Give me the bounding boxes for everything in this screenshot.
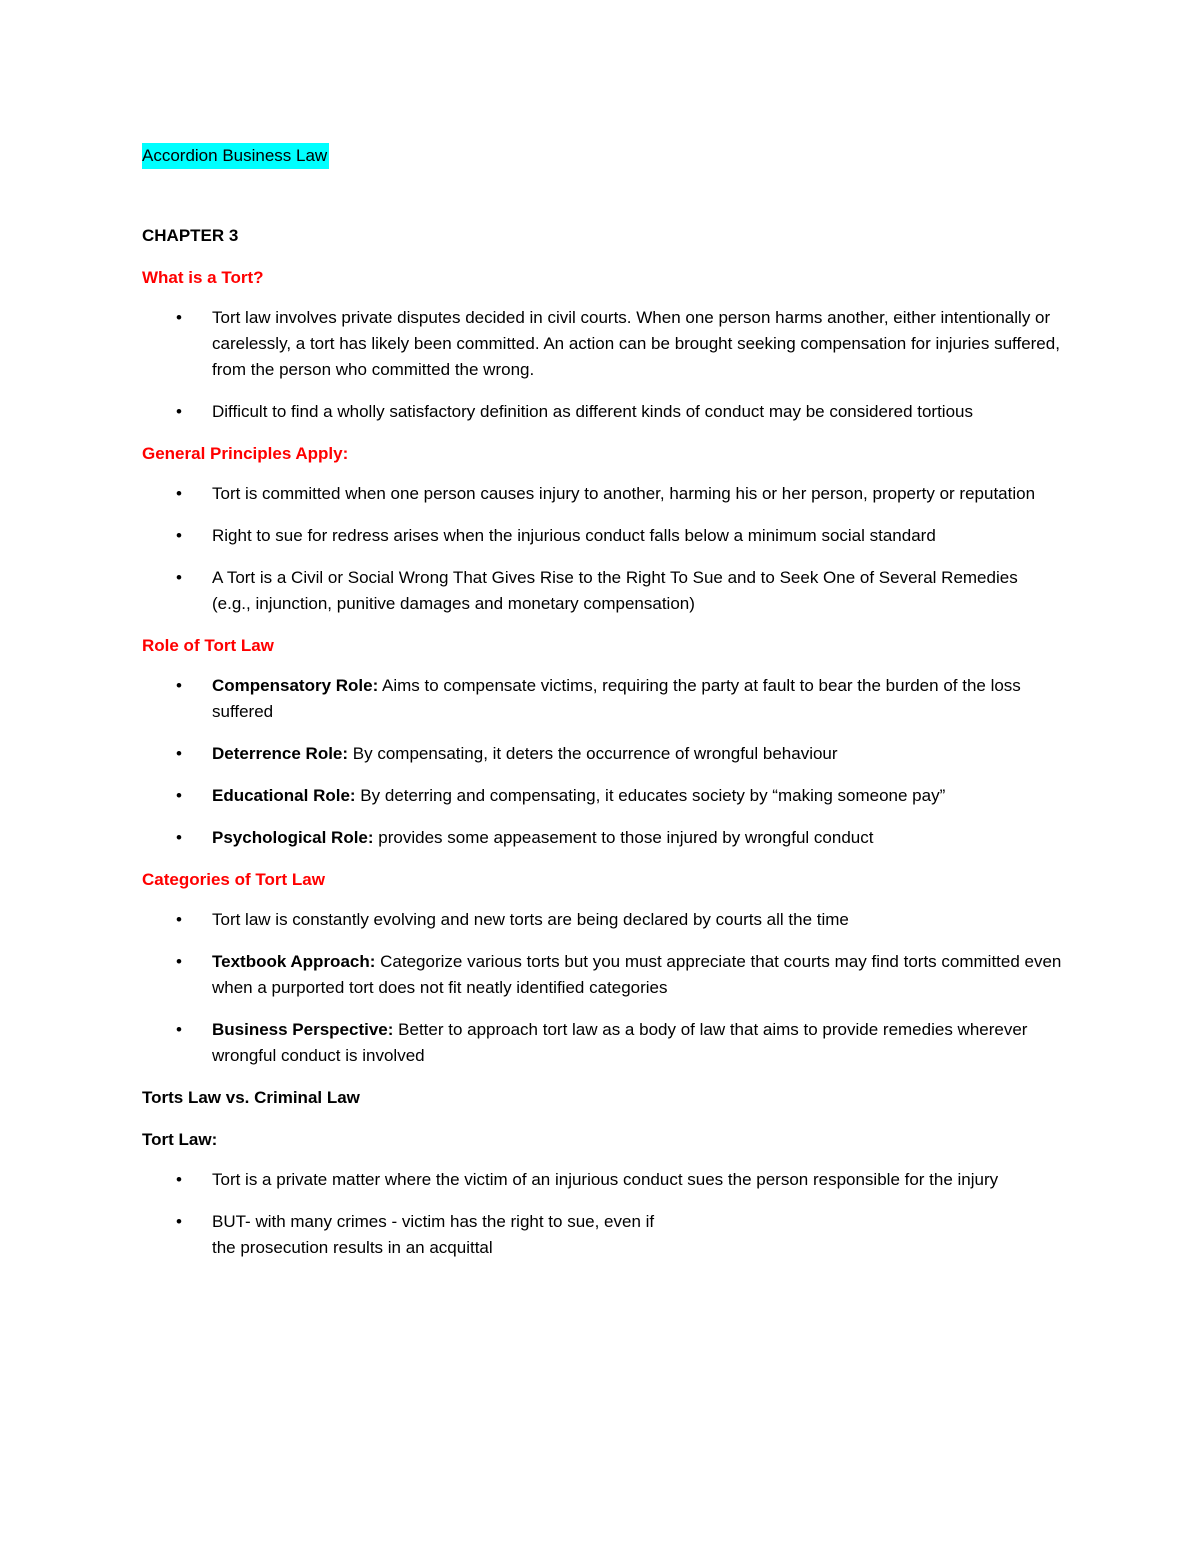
list-item-text-continued: (e.g., injunction, punitive damages and monetary compensation) [212, 594, 695, 613]
subheading-tort-law: Tort Law: [142, 1130, 218, 1149]
list-item-text: Right to sue for redress arises when the injurious conduct falls below a minimum social standard [212, 526, 936, 545]
list-item-label: Business Perspective: [212, 1020, 394, 1039]
section-heading-categories: Categories of Tort Law [142, 870, 325, 889]
list-item [142, 949, 1062, 1001]
list-item [142, 1017, 1062, 1069]
section-heading-general-principles: General Principles Apply: [142, 444, 349, 463]
list-item [142, 673, 1062, 725]
list-item-text-continued: the prosecution results in an acquittal [212, 1238, 493, 1257]
list-item [142, 399, 1062, 425]
list-item [142, 305, 1062, 383]
bullet-list-what-is-tort [142, 305, 1062, 425]
list-item-label: Textbook Approach: [212, 952, 376, 971]
list-item [142, 565, 1062, 617]
list-item [142, 783, 1062, 809]
list-item-text: By compensating, it deters the occurrence of wrongful behaviour [348, 744, 838, 763]
document-page [142, 143, 1062, 1261]
list-item-label: Educational Role: [212, 786, 356, 805]
list-item-text: By deterring and compensating, it educates society by “making someone pay” [355, 786, 946, 805]
section-heading-role-of-tort-law: Role of Tort Law [142, 636, 274, 655]
bullet-icon: • [176, 910, 182, 929]
list-item-label: Psychological Role: [212, 828, 374, 847]
bullet-icon: • [176, 484, 182, 503]
list-item-text: BUT- with many crimes - victim has the right to sue, even if [212, 1212, 655, 1231]
section-heading-what-is-tort: What is a Tort? [142, 268, 264, 287]
list-item [142, 523, 1062, 549]
list-item [142, 1209, 1062, 1261]
document-title: Accordion Business Law [142, 143, 329, 169]
list-item [142, 907, 1062, 933]
list-item-text: Tort is committed when one person causes injury to another, harming his or her person, property or reputation [212, 484, 1036, 503]
list-item [142, 741, 1062, 767]
list-item-text: Better to approach tort law as a body of law that aims to provide remedies wherever wrongful conduct is involved [212, 1020, 1028, 1065]
bullet-icon: • [176, 308, 182, 327]
bullet-icon: • [176, 952, 182, 971]
list-item-text: provides some appeasement to those injured by wrongful conduct [373, 828, 874, 847]
bullet-icon: • [176, 526, 182, 545]
chapter-heading: CHAPTER 3 [142, 226, 239, 245]
list-item-text: Tort law involves private disputes decided in civil courts. When one person harms another, either intentionally or carelessly, a tort has likely been committed. An action can be brought seeking compensation for injuries suffered, from the person who committed the wrong. [212, 308, 1060, 379]
list-item-text: A Tort is a Civil or Social Wrong That Gives Rise to the Right To Sue and to Seek One of Several Remedies [212, 568, 1018, 587]
bullet-icon: • [176, 786, 182, 805]
bullet-list-categories [142, 907, 1062, 1069]
section-heading-torts-vs-criminal: Torts Law vs. Criminal Law [142, 1088, 360, 1107]
list-item-label: Deterrence Role: [212, 744, 349, 763]
bullet-icon: • [176, 744, 182, 763]
list-item [142, 825, 1062, 851]
bullet-list-general-principles [142, 481, 1062, 617]
list-item-text: Aims to compensate victims, requiring the party at fault to bear the burden of the loss suffered [212, 676, 1021, 721]
list-item-label: Compensatory Role: [212, 676, 379, 695]
bullet-list-role-of-tort-law [142, 673, 1062, 851]
bullet-icon: • [176, 568, 182, 587]
list-item-text: Tort is a private matter where the victim of an injurious conduct sues the person responsible for the injury [212, 1170, 999, 1189]
bullet-list-tort-law [142, 1167, 1062, 1261]
bullet-icon: • [176, 1020, 182, 1039]
list-item [142, 1167, 1062, 1193]
bullet-icon: • [176, 1170, 182, 1189]
list-item-text: Categorize various torts but you must appreciate that courts may find torts committed even when a purported tort does not fit neatly identified categories [212, 952, 1062, 997]
list-item-text: Difficult to find a wholly satisfactory definition as different kinds of conduct may be considered tortious [212, 402, 973, 421]
bullet-icon: • [176, 1212, 182, 1231]
list-item-text: Tort law is constantly evolving and new torts are being declared by courts all the time [212, 910, 849, 929]
bullet-icon: • [176, 676, 182, 695]
bullet-icon: • [176, 828, 182, 847]
bullet-icon: • [176, 402, 182, 421]
list-item [142, 481, 1062, 507]
